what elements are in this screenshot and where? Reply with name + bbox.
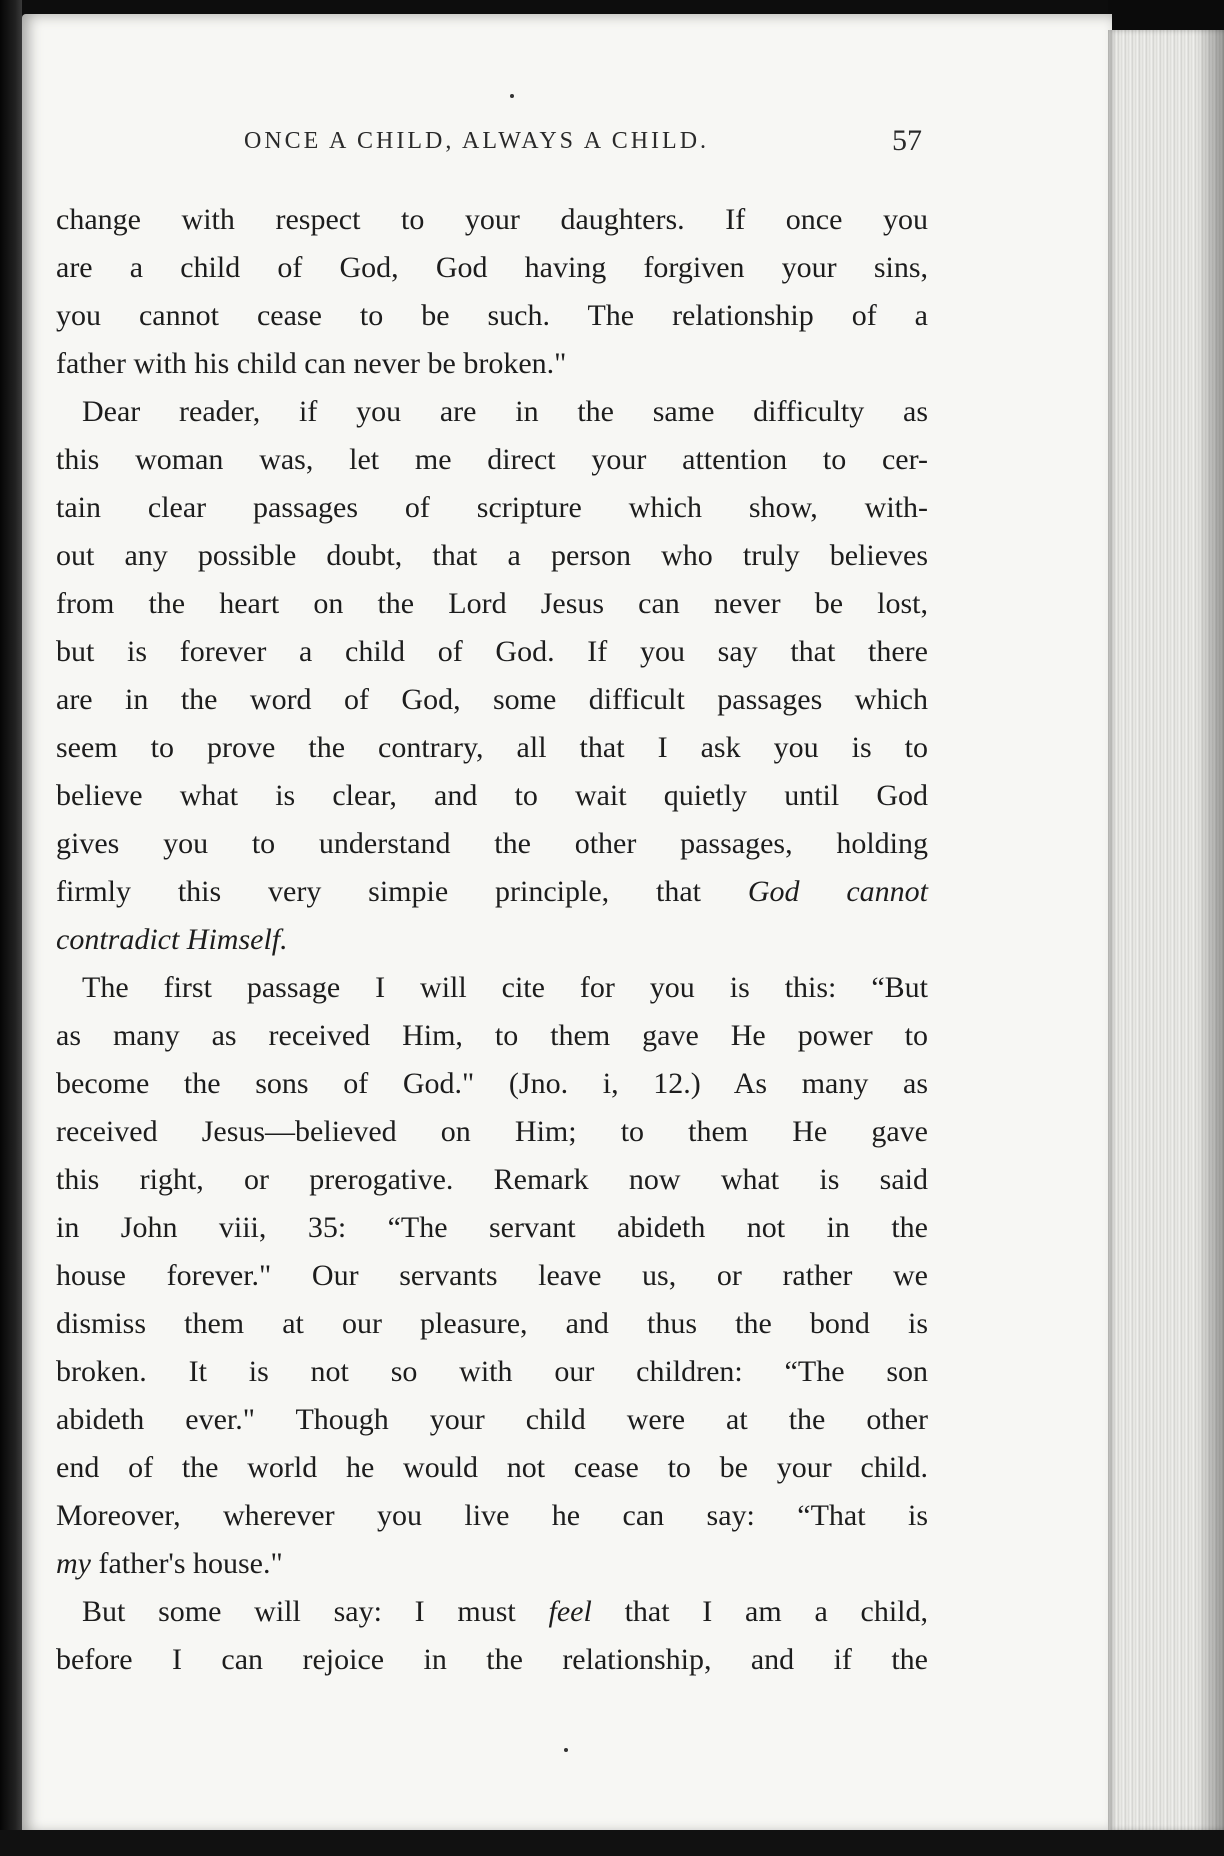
text-line: change with respect to your daughters. If once you: [56, 203, 928, 236]
italic-emphasis: feel: [548, 1595, 592, 1628]
text-line: Moreover, wherever you live he can say: “That is: [56, 1499, 928, 1532]
text-line: in John viii, 35: “The servant abideth not in the: [56, 1211, 928, 1244]
italic-emphasis: contradict Himself.: [56, 923, 288, 956]
body-text: [56, 196, 928, 1684]
text-line: father with his child can never be broken.": [56, 347, 567, 380]
scan-border-bottom: [0, 1830, 1224, 1856]
text-line: house forever." Our servants leave us, or rather we: [56, 1259, 928, 1292]
paragraph-start-line: Dear reader, if you are in the same difficulty as: [82, 395, 928, 428]
text-line: broken. It is not so with our children: “The son: [56, 1355, 928, 1388]
text-line: this right, or prerogative. Remark now what is said: [56, 1163, 928, 1196]
text-line: from the heart on the Lord Jesus can never be lost,: [56, 587, 928, 620]
text-line: but is forever a child of God. If you say that there: [56, 635, 928, 668]
text-line: tain clear passages of scripture which show, with-: [56, 491, 928, 524]
text-line: you cannot cease to be such. The relationship of a: [56, 299, 928, 332]
text-line: out any possible doubt, that a person who truly believes: [56, 539, 928, 572]
book-page-edges: [1108, 30, 1224, 1830]
book-edge-shadow: [1196, 30, 1224, 1830]
text-line: become the sons of God." (Jno. i, 12.) As many as: [56, 1067, 928, 1100]
scan-speck: [564, 1748, 568, 1752]
text-line: as many as received Him, to them gave He power to: [56, 1019, 928, 1052]
text-line: received Jesus—believed on Him; to them He gave: [56, 1115, 928, 1148]
paragraph-start-line: The first passage I will cite for you is this: “But: [82, 971, 928, 1004]
text-line: are a child of God, God having forgiven your sins,: [56, 251, 928, 284]
text-line: firmly this very simpie principle, that God cannot: [56, 875, 928, 908]
text-line: are in the word of God, some difficult passages which: [56, 683, 928, 716]
text-line: end of the world he would not cease to be your child.: [56, 1451, 928, 1484]
text-line: seem to prove the contrary, all that I ask you is to: [56, 731, 928, 764]
text-line: abideth ever." Though your child were at the other: [56, 1403, 928, 1436]
scan-speck: [510, 94, 514, 98]
text-line: this woman was, let me direct your attention to cer-: [56, 443, 928, 476]
page-number: 57: [892, 124, 922, 157]
text-line: [56, 916, 928, 964]
italic-emphasis: my: [56, 1547, 91, 1580]
scan-border-left: [0, 0, 22, 1856]
text-line: gives you to understand the other passages, holding: [56, 827, 928, 860]
text-line: believe what is clear, and to wait quietly until God: [56, 779, 928, 812]
paragraph-start-line: But some will say: I must feel that I am a child,: [82, 1595, 928, 1628]
text-line: before I can rejoice in the relationship, and if the: [56, 1643, 928, 1676]
text-line: my father's house.": [56, 1547, 283, 1580]
text-line: dismiss them at our pleasure, and thus the bond is: [56, 1307, 928, 1340]
running-head: ONCE A CHILD, ALWAYS A CHILD.: [244, 128, 710, 154]
italic-emphasis: God cannot: [747, 875, 928, 908]
